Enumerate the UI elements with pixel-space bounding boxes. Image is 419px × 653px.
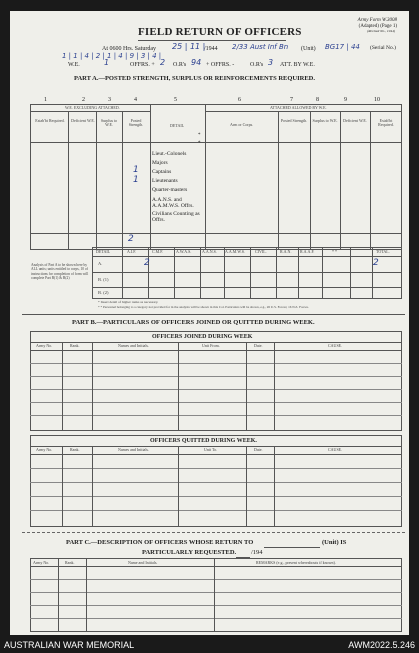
rule [310,111,311,250]
rule [30,233,402,234]
col-att-estab: Estab'bt Required. [378,118,394,127]
year-label: /1944 [204,46,218,52]
an-aamws: A.A.M.W.S. [225,249,245,254]
quitted-col-cause: CAUSE. [328,447,343,452]
rule [148,247,149,299]
rule [68,111,69,250]
col-num-1: 1 [44,97,47,103]
col-num-10: 10 [374,97,380,103]
date-handwritten: 25 | 11 | [172,42,206,51]
dashed-divider [22,532,405,533]
rule [122,111,123,250]
asterisk: * [198,141,201,146]
col-num-3: 3 [108,97,111,103]
rank-lt-col: Lieut.-Colonels [152,151,187,157]
footer-accession: AWM2022.5.246 [348,640,415,650]
joined-col-unit-from: Unit From. [202,343,220,348]
lieutenants-handwritten: 1 [133,175,139,185]
joined-col-rank: Rank. [70,343,80,348]
rule [58,558,59,632]
part-c-heading-2: PARTICULARLY REQUESTED. [142,549,237,556]
quitted-title: OFFICERS QUITTED DURING WEEK. [150,438,257,444]
an-raaf: R.A.A.F. [300,249,315,254]
rule [96,111,97,250]
rule [278,111,279,250]
rule [246,342,247,431]
an-other: * * [332,249,337,254]
an-detail: DETAIL [96,249,111,254]
form-adapted: (Adapted) (Page 1) [358,24,397,29]
page-title: FIELD RETURN OF OFFICERS [138,26,302,38]
or2-handwritten: 3 [268,58,274,67]
rank-nursing: A.A.N.S. and A.A.M.W.S. Offrs. [152,197,194,210]
part-a-table [30,104,402,250]
an-awas: A.W.A.S. [176,249,192,254]
part-a-heading: PART A.—POSTED STRENGTH, SURPLUS OR REINFORCEMENTS REQUIRED. [74,75,315,82]
part-c-col-army-no: Army No. [33,560,50,565]
col-deficient: Deficient W.E. [71,118,95,123]
rule [174,247,175,299]
joined-col-army-no: Army No. [36,343,53,348]
note-2: * * Personnel belonging to a category not provided for in the analysis will be shown in this Col. Particulars will be shown, e.g., 26 U.S. Forces; 16 N.Z. Forces. [98,305,309,309]
part-c-col-names: Name and Initials. [128,560,158,565]
group-we-label: W.E. EXCLUDING ATTACHED. [65,105,120,110]
rule [250,247,251,299]
rule [205,111,402,112]
footer-source: AUSTRALIAN WAR MEMORIAL [4,640,135,650]
rule [298,247,299,299]
part-c-heading-end: (Unit) IS [322,539,347,546]
col-num-4: 4 [134,97,137,103]
an-row-b2: B. (2) [98,290,109,295]
joined-title: OFFICERS JOINED DURING WEEK [152,334,253,340]
rule [214,558,215,632]
at-line: At 0600 Hrs. Saturday [102,46,156,52]
or-label: O.R's [173,62,187,68]
serial-label: (Serial No.) [370,45,396,51]
rule [62,446,63,527]
form-number: Army Form W.3008 [357,18,397,23]
form-page [10,11,409,635]
or-handwritten: 94 [191,58,202,67]
unit-label: (Unit) [301,46,316,52]
unit-handwritten: 2/33 Aust Inf Bn [232,43,289,51]
rule [62,342,63,431]
aif-handwritten: 2 [144,258,150,268]
quitted-col-rank: Rank. [70,447,80,452]
quitted-col-unit-to: Unit To. [204,447,218,452]
footer-bar [0,637,419,653]
an-aans: A.A.N.S. [202,249,217,254]
rule [224,247,225,299]
rule [274,446,275,527]
rule [370,111,371,250]
analysis-table [92,247,402,299]
part-c-heading: PART C.—DESCRIPTION OF OFFICERS WHOSE RETURN TO [66,539,254,546]
joined-col-names: Names and Initials. [118,343,149,348]
rule [246,446,247,527]
asterisk: * [198,133,201,138]
an-row-a: A. [98,261,103,266]
col-num-9: 9 [344,97,347,103]
col-posted-strength: Posted Strength. [128,118,144,127]
rule [150,104,151,250]
form-revised: (Revised No., 1944) [367,29,395,33]
rule [30,350,402,351]
rank-civilians: Civilians Counting as Offrs. [152,211,200,224]
rule [350,247,351,299]
joined-col-cause: CAUSE. [328,343,343,348]
note-1: * Insert detail of higher ranks as necessary. [98,300,159,304]
group-att-label: ATTACHED ALLOWED BY W.E. [270,105,327,110]
rule [92,342,93,431]
rule [372,247,373,299]
col-num-6: 6 [238,97,241,103]
col-att-surplus: Surplus to W.E. [312,118,338,123]
serial-handwritten: BG17 | 44 [325,43,360,51]
we-handwritten: 1 [104,58,110,67]
title-underline [138,40,286,41]
rule [178,342,179,431]
col-att-posted: Posted Strength. [280,118,308,123]
rule [86,558,87,632]
part-b-heading: PART B.—PARTICULARS OF OFFICERS JOINED OR QUITTED DURING WEEK. [72,319,315,326]
we-label: W.E. [68,62,80,68]
col-surplus: Surplus to W.E. [100,118,118,127]
total-handwritten: 2 [128,234,134,244]
col-att-deficient: Deficient W.E. [343,118,367,123]
rule [22,314,405,315]
quitted-col-date: Date. [254,447,263,452]
offrs-plus-handwritten: 2 [160,58,166,67]
an-civil: CIVIL. [255,249,267,254]
rule [205,104,206,250]
part-c-year: /194 [251,549,263,556]
col-num-8: 8 [316,97,319,103]
an-row-b1: B. (1) [98,277,109,282]
rule [322,247,323,299]
att-label: ATT. BY W.E. [280,62,315,68]
rank-qm: Quarter-masters [152,187,188,193]
offrs-minus-label: + OFFRS. - [206,62,235,68]
rule [178,446,179,527]
col-num-5: 5 [174,97,177,103]
total-a-handwritten: 2 [373,258,379,268]
rank-majors: Majors [152,160,168,166]
an-total: TOTAL. [376,249,390,254]
joined-col-date: Date. [254,343,263,348]
col-estab-required: Estab'bt Required. [35,118,65,123]
rule [122,247,123,299]
rank-captains: Captains [152,169,172,175]
rule [92,446,93,527]
rule [92,287,402,288]
rule [264,547,320,548]
analysis-text: Analysis of Part A to be shown here by ALL units; units entitled to corps, 10 of instructions for completion of form will complete Part B(1) & B(2) [31,263,89,281]
col-arm-corps: Arm or Corps. [230,122,254,127]
quitted-col-army-no: Army No. [36,447,53,452]
part-c-col-remarks: REMARKS (e.g., present whereabouts if known). [256,560,336,565]
rank-lieutenants: Lieutenants [152,178,178,184]
part-c-col-rank: Rank. [65,560,75,565]
an-cmf: C.M.F. [152,249,164,254]
rule [30,142,402,143]
an-aif: A.I.F. [127,249,137,254]
rule [276,247,277,299]
rule [200,247,201,299]
or2-label: O.R's [250,62,264,68]
detail-label: DETAIL [170,123,185,128]
an-ran: R.A.N. [280,249,292,254]
rule [92,256,402,257]
rule [340,111,341,250]
rule [30,454,402,455]
margin-handwriting: 1 | 1 | 4 | 2 | 1 | 4 | 9 | 3 | 4 | [62,52,162,60]
rule [92,272,402,273]
offrs-plus-label: OFFRS. + [130,62,155,68]
rule [30,111,150,112]
col-num-2: 2 [82,97,85,103]
quitted-col-names: Names and Initials. [118,447,149,452]
col-num-7: 7 [290,97,293,103]
captains-handwritten: 1 [133,165,139,175]
rule [274,342,275,431]
